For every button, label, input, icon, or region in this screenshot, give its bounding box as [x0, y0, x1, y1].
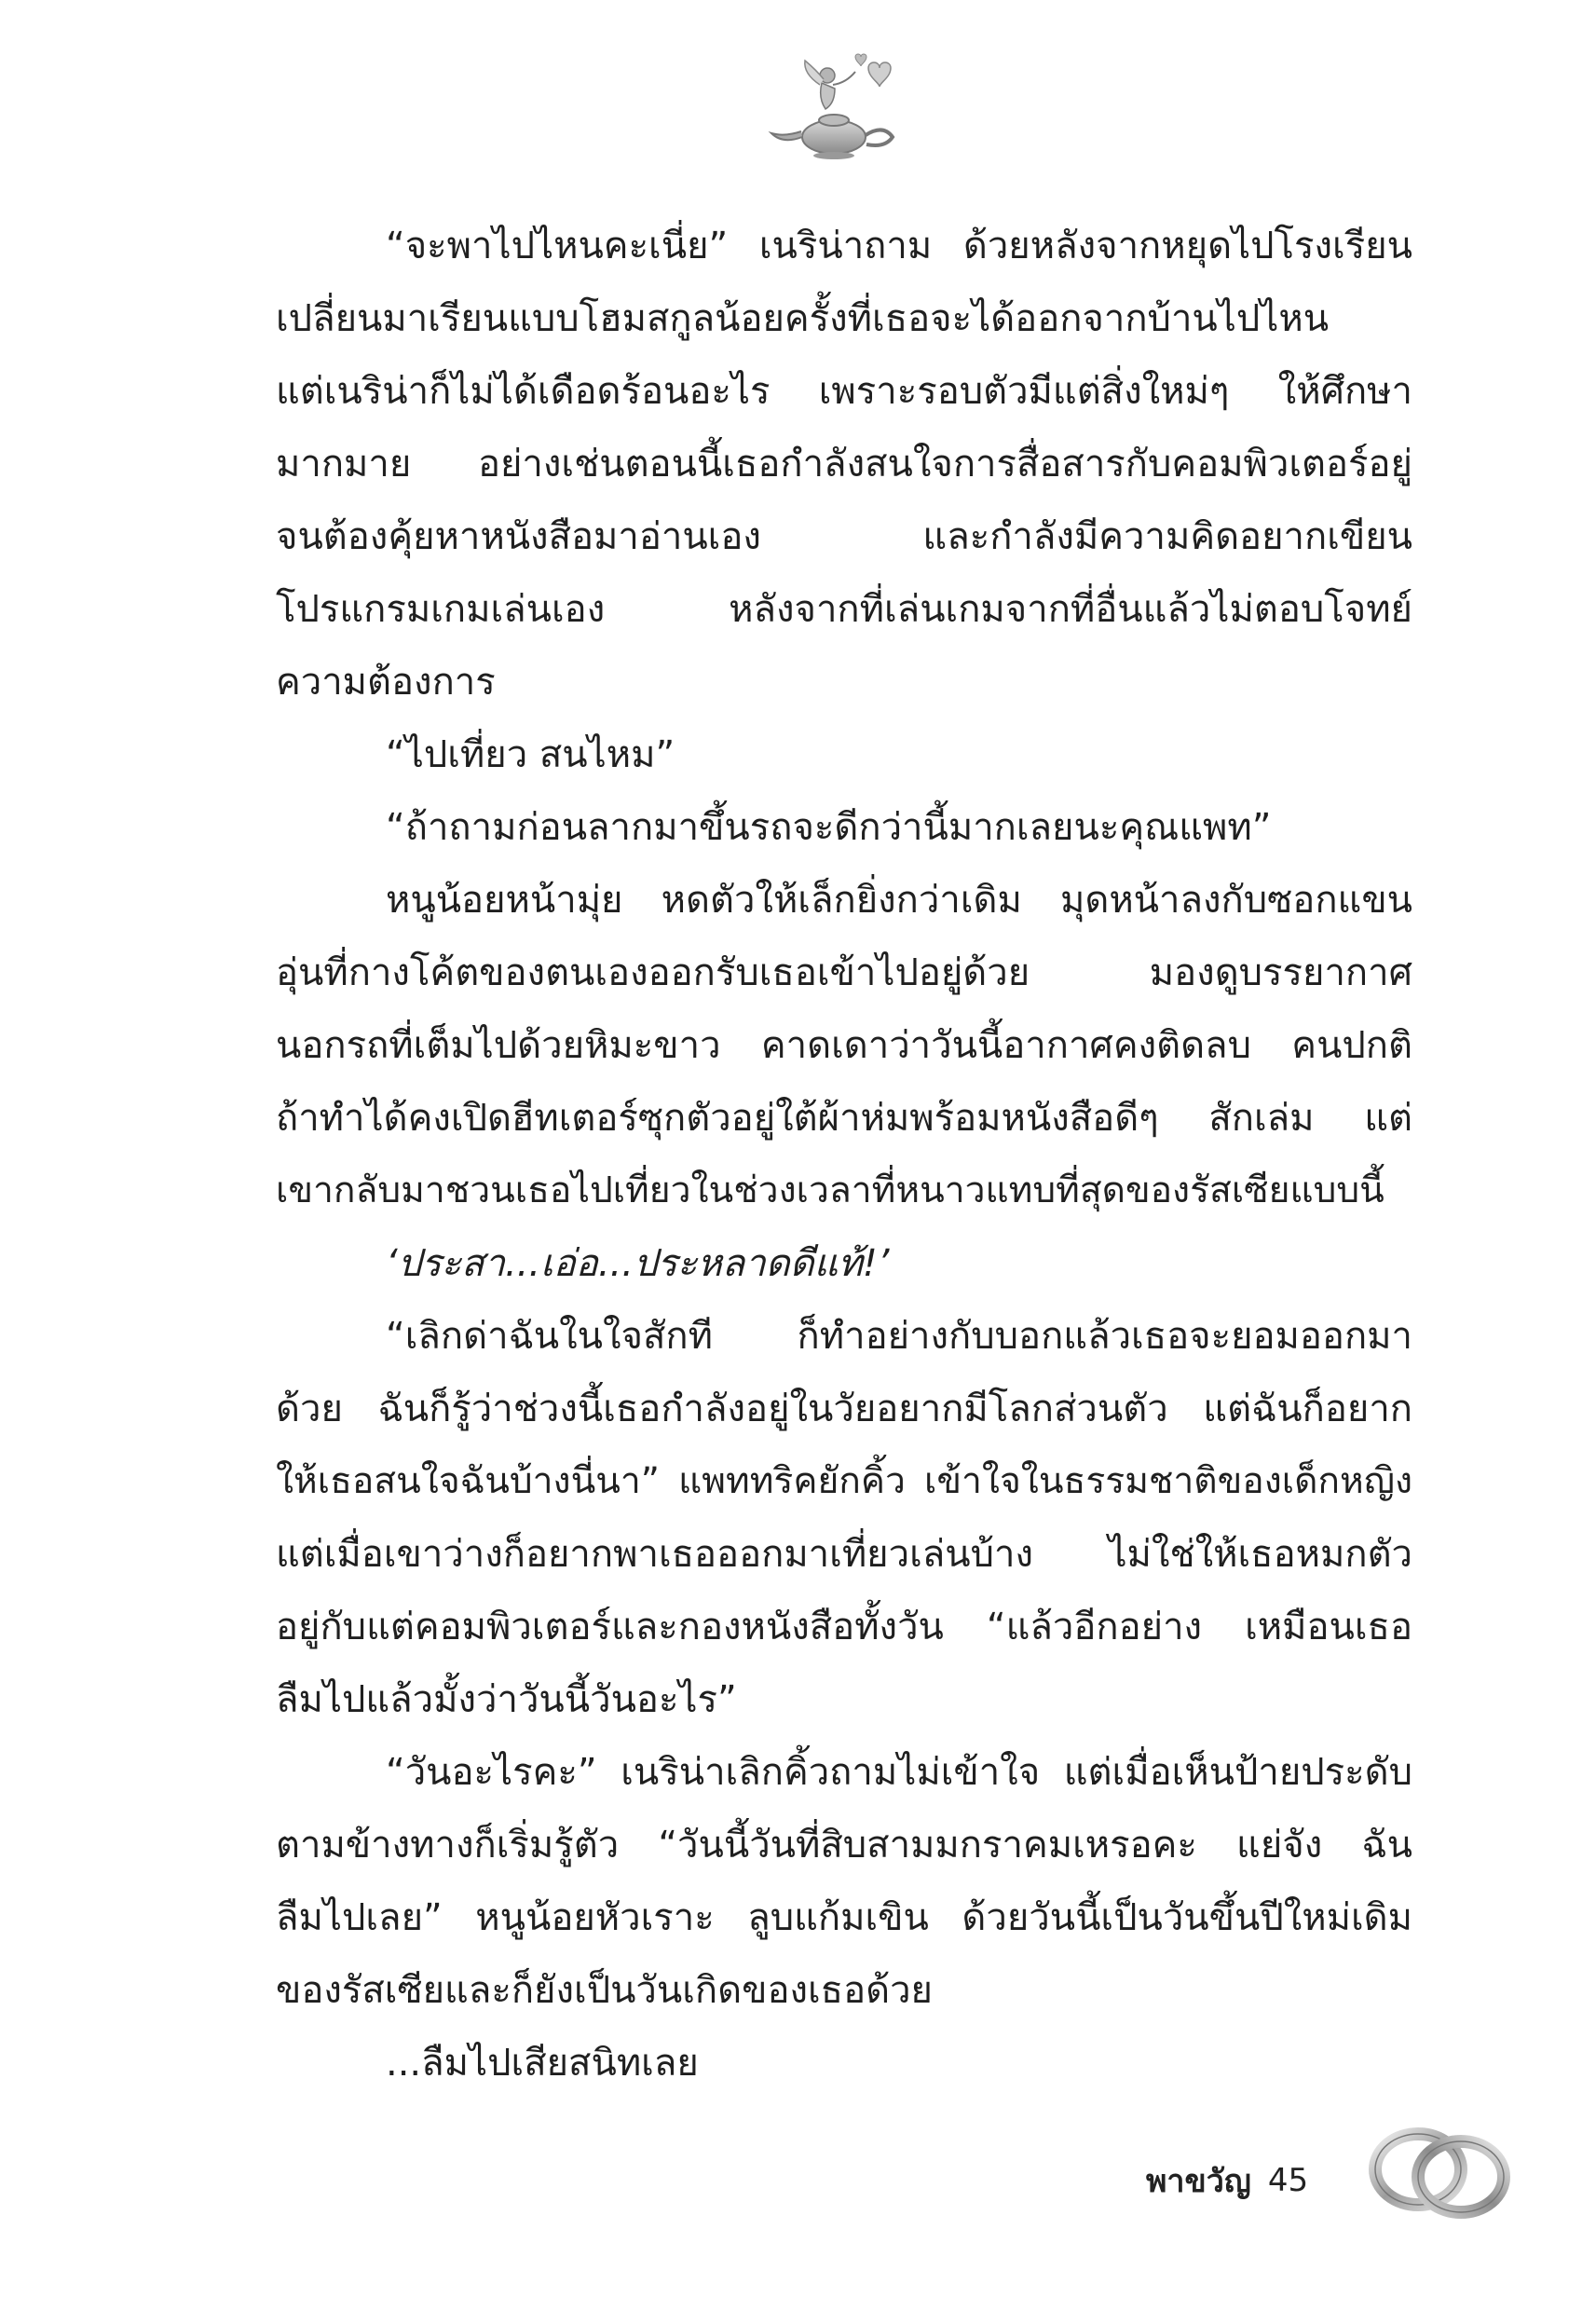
text-line: ลืมไปเลย” หนูน้อยหัวเราะ ลูบแก้มเขิน ด้วยวันนี้เป็นวันขึ้นปีใหม่เดิม	[276, 1896, 1412, 1939]
body-text	[276, 210, 1412, 2099]
text-line: อยู่กับแต่คอมพิวเตอร์และกองหนังสือทั้งวัน “แล้วอีกอย่าง เหมือนเธอ	[276, 1606, 1412, 1648]
page-number: 45	[1267, 2162, 1309, 2199]
text-line: “ไปเที่ยว สนไหม”	[386, 733, 675, 776]
text-line: ถ้าทำได้คงเปิดฮีทเตอร์ซุกตัวอยู่ใต้ผ้าห่มพร้อมหนังสือดีๆ สักเล่ม แต่	[276, 1097, 1412, 1140]
text-line: ลืมไปแล้วมั้งว่าวันนี้วันอะไร”	[276, 1678, 737, 1721]
text-line: “จะพาไปไหนคะเนี่ย” เนริน่าถาม ด้วยหลังจากหยุดไปโรงเรียน	[386, 225, 1412, 267]
text-line: โปรแกรมเกมเล่นเอง หลังจากที่เล่นเกมจากที่อื่นแล้วไม่ตอบโจทย์	[276, 588, 1412, 631]
text-line: “ถ้าถามก่อนลากมาขึ้นรถจะดีกว่านี้มากเลยนะคุณแพท”	[386, 806, 1272, 849]
text-line: ‘ประสา...เอ่อ...ประหลาดดีแท้!’	[386, 1242, 890, 1285]
text-line: ตามข้างทางก็เริ่มรู้ตัว “วันนี้วันที่สิบสามมกราคมเหรอคะ แย่จัง ฉัน	[276, 1824, 1412, 1867]
text-line: จนต้องคุ้ยหาหนังสือมาอ่านเอง และกำลังมีความคิดอยากเขียน	[276, 515, 1412, 558]
text-line: แต่เมื่อเขาว่างก็อยากพาเธอออกมาเที่ยวเล่นบ้าง ไม่ใช่ให้เธอหมกตัว	[276, 1533, 1412, 1576]
text-line: ด้วย ฉันก็รู้ว่าช่วงนี้เธอกำลังอยู่ในวัยอยากมีโลกส่วนตัว แต่ฉันก็อยาก	[276, 1388, 1412, 1430]
book-title: พาขวัญ	[1146, 2163, 1251, 2200]
text-line: เขากลับมาชวนเธอไปเที่ยวในช่วงเวลาที่หนาวแทบที่สุดของรัสเซียแบบนี้	[276, 1169, 1385, 1211]
text-line: ความต้องการ	[276, 661, 496, 704]
text-line: มากมาย อย่างเช่นตอนนี้เธอกำลังสนใจการสื่อสารกับคอมพิวเตอร์อยู่	[276, 443, 1412, 485]
teapot-cupid-ornament-icon	[764, 51, 913, 163]
page-footer	[1146, 2134, 1308, 2227]
text-line: แต่เนริน่าก็ไม่ได้เดือดร้อนอะไร เพราะรอบตัวมีแต่สิ่งใหม่ๆ ให้ศึกษา	[276, 370, 1412, 413]
text-line: หนูน้อยหน้ามุ่ย หดตัวให้เล็กยิ่งกว่าเดิม มุดหน้าลงกับซอกแขน	[386, 879, 1412, 922]
text-line: “วันอะไรคะ” เนริน่าเลิกคิ้วถามไม่เข้าใจ แต่เมื่อเห็นป้ายประดับ	[386, 1751, 1412, 1794]
text-line: “เลิกด่าฉันในใจสักที ก็ทำอย่างกับบอกแล้วเธอจะยอมออกมา	[386, 1315, 1412, 1358]
wedding-rings-icon	[1360, 2108, 1519, 2229]
text-line: ของรัสเซียและก็ยังเป็นวันเกิดของเธอด้วย	[276, 1969, 933, 2012]
text-line: อุ่นที่กางโค้ตของตนเองออกรับเธอเข้าไปอยู่ด้วย มองดูบรรยากาศ	[276, 951, 1412, 994]
text-line: เปลี่ยนมาเรียนแบบโฮมสกูลน้อยครั้งที่เธอจะได้ออกจากบ้านไปไหน	[276, 297, 1330, 340]
text-line: นอกรถที่เต็มไปด้วยหิมะขาว คาดเดาว่าวันนี้อากาศคงติดลบ คนปกติ	[276, 1024, 1412, 1067]
text-line: ให้เธอสนใจฉันบ้างนี่นา” แพททริคยักคิ้ว เข้าใจในธรรมชาติของเด็กหญิง	[276, 1460, 1412, 1502]
text-line: ...ลืมไปเสียสนิทเลย	[386, 2042, 699, 2085]
